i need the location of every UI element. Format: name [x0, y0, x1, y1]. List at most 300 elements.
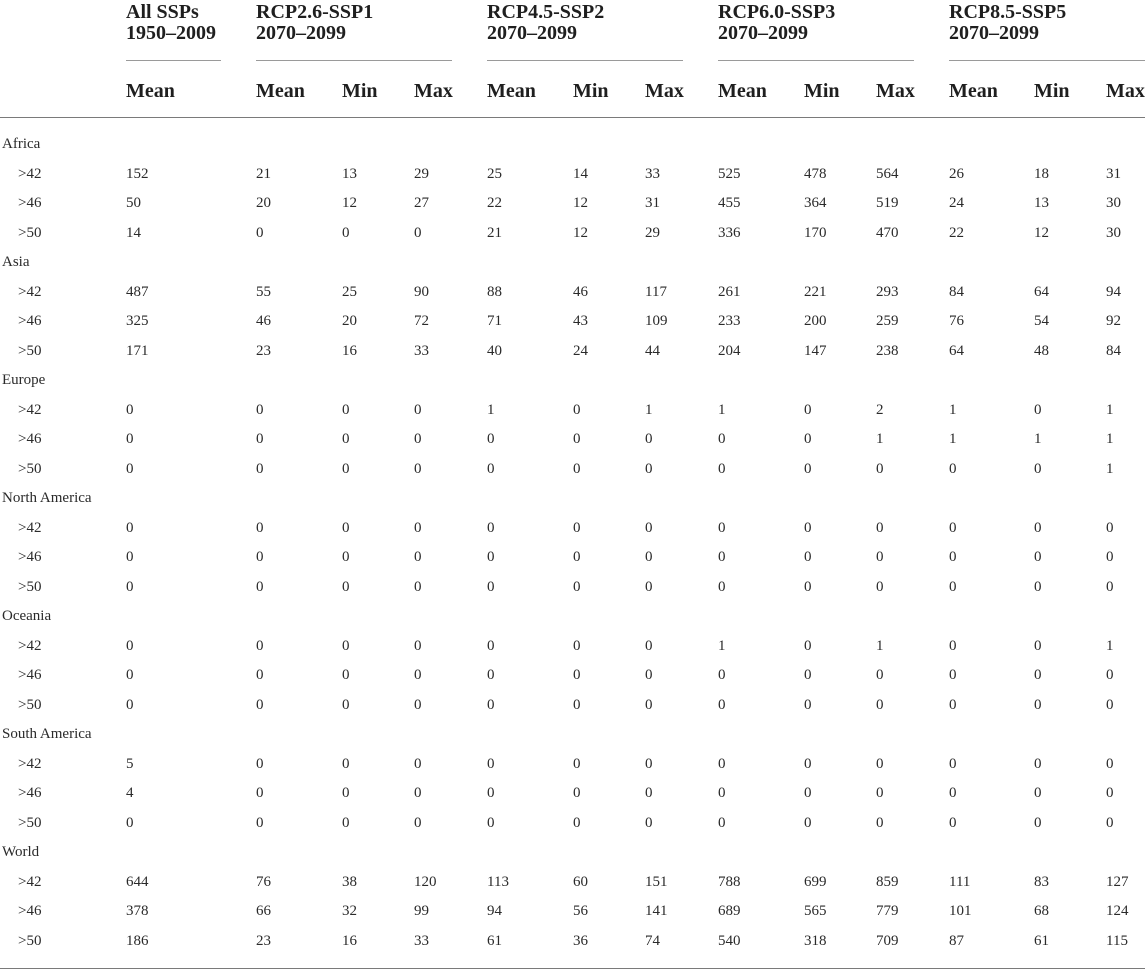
table-cell: 0: [414, 224, 422, 241]
table-cell: 0: [645, 460, 653, 477]
column-subheader: Min: [804, 80, 840, 102]
table-cell: 12: [342, 195, 357, 211]
table-cell: 0: [342, 637, 350, 654]
table-cell: 0: [342, 755, 350, 772]
table-cell: 0: [949, 519, 957, 536]
table-cell: 14: [126, 224, 141, 241]
table-cell: 0: [256, 401, 264, 418]
table-cell: 0: [126, 460, 134, 477]
table-cell: 200: [804, 313, 827, 329]
row-threshold-label: >46: [18, 549, 42, 565]
table-cell: 0: [645, 814, 653, 831]
table-cell: 0: [718, 460, 726, 477]
table-cell: 29: [414, 165, 429, 182]
table-cell: 0: [804, 696, 812, 713]
table-cell: 92: [1106, 313, 1121, 329]
table-cell: 61: [1034, 932, 1049, 949]
table-cell: 44: [645, 342, 660, 359]
table-cell: 487: [126, 283, 149, 300]
table-cell: 0: [1034, 785, 1042, 801]
table-cell: 5: [126, 755, 134, 772]
table-cell: 0: [949, 755, 957, 772]
table-cell: 0: [876, 519, 884, 536]
table-cell: 0: [949, 637, 957, 654]
table-cell: 325: [126, 313, 149, 329]
table-cell: 0: [1106, 785, 1114, 801]
table-cell: 16: [342, 932, 357, 949]
table-cell: 22: [949, 224, 964, 241]
table-cell: 0: [256, 696, 264, 713]
table-cell: 478: [804, 165, 827, 182]
row-threshold-label: >50: [18, 342, 42, 359]
table-cell: 71: [487, 313, 502, 329]
column-group-title: All SSPs: [126, 1, 199, 23]
table-cell: 1: [876, 431, 884, 447]
table-cell: 101: [949, 903, 972, 919]
table-cell: 0: [256, 519, 264, 536]
table-cell: 0: [804, 637, 812, 654]
table-cell: 259: [876, 313, 899, 329]
table-cell: 124: [1106, 903, 1129, 919]
table-cell: 0: [804, 431, 812, 447]
table-cell: 147: [804, 342, 827, 359]
table-cell: 14: [573, 165, 588, 182]
table-cell: 788: [718, 873, 741, 890]
row-threshold-label: >42: [18, 637, 42, 654]
column-subheader: Min: [1034, 80, 1070, 102]
table-cell: 0: [573, 519, 581, 536]
table-cell: 109: [645, 313, 668, 329]
table-cell: 0: [1034, 667, 1042, 683]
table-cell: 0: [487, 696, 495, 713]
table-cell: 84: [1106, 342, 1121, 359]
table-cell: 61: [487, 932, 502, 949]
table-cell: 0: [949, 814, 957, 831]
table-cell: 364: [804, 195, 827, 211]
table-cell: 0: [342, 696, 350, 713]
table-cell: 27: [414, 195, 429, 211]
column-group-period: 2070–2099: [718, 22, 808, 44]
table-cell: 152: [126, 165, 149, 182]
column-subheader: Max: [876, 80, 915, 102]
table-cell: 0: [804, 460, 812, 477]
table-cell: 0: [718, 755, 726, 772]
table-cell: 1: [718, 401, 726, 418]
table-cell: 0: [414, 814, 422, 831]
table-cell: 60: [573, 873, 588, 890]
row-threshold-label: >50: [18, 578, 42, 595]
table-cell: 0: [256, 224, 264, 241]
table-cell: 0: [1034, 755, 1042, 772]
table-cell: 0: [342, 224, 350, 241]
table-cell: 0: [414, 667, 422, 683]
table-cell: 117: [645, 283, 667, 300]
row-threshold-label: >46: [18, 785, 42, 801]
table-cell: 0: [1034, 814, 1042, 831]
table-cell: 0: [342, 460, 350, 477]
table-cell: 0: [256, 755, 264, 772]
table-cell: 0: [1106, 667, 1114, 683]
row-threshold-label: >46: [18, 903, 42, 919]
table-cell: 0: [949, 785, 957, 801]
table-cell: 151: [645, 873, 668, 890]
table-cell: 0: [414, 460, 422, 477]
table-cell: 0: [804, 519, 812, 536]
table-cell: 0: [645, 637, 653, 654]
table-cell: 233: [718, 313, 741, 329]
table-cell: 33: [414, 342, 429, 359]
table-cell: 1: [1106, 637, 1114, 654]
table-cell: 0: [342, 667, 350, 683]
table-cell: 0: [342, 549, 350, 565]
table-cell: 0: [1106, 696, 1114, 713]
table-cell: 4: [126, 785, 134, 801]
region-label: Europe: [2, 372, 46, 388]
table-cell: 24: [573, 342, 588, 359]
table-cell: 0: [1106, 578, 1114, 595]
table-cell: 0: [1034, 578, 1042, 595]
table-cell: 0: [573, 431, 581, 447]
column-subheader: Min: [573, 80, 609, 102]
table-cell: 2: [876, 401, 884, 418]
table-cell: 0: [487, 431, 495, 447]
table-cell: 0: [804, 755, 812, 772]
table-cell: 0: [1106, 549, 1114, 565]
column-subheader: Mean: [949, 80, 998, 102]
table-cell: 1: [876, 637, 884, 654]
table-cell: 1: [1106, 431, 1114, 447]
table-cell: 56: [573, 903, 588, 919]
table-cell: 0: [256, 578, 264, 595]
table-cell: 0: [645, 755, 653, 772]
table-cell: 0: [645, 431, 653, 447]
table-cell: 0: [487, 549, 495, 565]
table-cell: 0: [876, 696, 884, 713]
table-cell: 0: [573, 578, 581, 595]
row-threshold-label: >46: [18, 313, 42, 329]
table-cell: 0: [718, 785, 726, 801]
row-threshold-label: >42: [18, 873, 42, 890]
table-cell: 0: [804, 401, 812, 418]
table-cell: 31: [645, 195, 660, 211]
table-cell: 84: [949, 283, 964, 300]
table-cell: 24: [949, 195, 964, 211]
table-cell: 0: [414, 549, 422, 565]
column-subheader: Mean: [718, 80, 767, 102]
row-threshold-label: >42: [18, 283, 42, 300]
table-cell: 0: [573, 755, 581, 772]
table-cell: 221: [804, 283, 827, 300]
table-cell: 1: [645, 401, 653, 418]
row-threshold-label: >50: [18, 224, 42, 241]
table-cell: 0: [573, 460, 581, 477]
table-cell: 1: [718, 637, 726, 654]
table-cell: 72: [414, 313, 429, 329]
table-cell: 0: [1106, 755, 1114, 772]
table-cell: 0: [876, 667, 884, 683]
table-cell: 0: [949, 549, 957, 565]
table-cell: 0: [804, 578, 812, 595]
table-cell: 0: [645, 785, 653, 801]
table-cell: 0: [256, 549, 264, 565]
row-threshold-label: >46: [18, 667, 42, 683]
table-cell: 293: [876, 283, 899, 300]
table-cell: 38: [342, 873, 357, 890]
table-cell: 0: [256, 431, 264, 447]
table-cell: 0: [414, 431, 422, 447]
row-threshold-label: >50: [18, 460, 42, 477]
table-cell: 64: [949, 342, 964, 359]
table-cell: 1: [1034, 431, 1042, 447]
table-cell: 0: [414, 755, 422, 772]
table-cell: 32: [342, 903, 357, 919]
table-cell: 0: [645, 578, 653, 595]
column-subheader: Mean: [256, 80, 305, 102]
row-threshold-label: >42: [18, 401, 42, 418]
table-cell: 0: [487, 785, 495, 801]
table-cell: 0: [645, 519, 653, 536]
table-cell: 0: [487, 460, 495, 477]
table-cell: 12: [1034, 224, 1049, 241]
table-cell: 0: [718, 814, 726, 831]
table-cell: 26: [949, 165, 964, 182]
table-cell: 76: [256, 873, 271, 890]
table-cell: 0: [1106, 519, 1114, 536]
table-cell: 13: [1034, 195, 1049, 211]
table-cell: 0: [487, 814, 495, 831]
table-cell: 0: [342, 785, 350, 801]
table-cell: 336: [718, 224, 741, 241]
table-cell: 565: [804, 903, 827, 919]
column-subheader: Max: [1106, 80, 1145, 102]
table-cell: 0: [718, 431, 726, 447]
table-cell: 54: [1034, 313, 1049, 329]
table-cell: 0: [1034, 460, 1042, 477]
table-cell: 0: [876, 755, 884, 772]
table-cell: 36: [573, 932, 588, 949]
table-cell: 0: [414, 785, 422, 801]
table-cell: 0: [487, 637, 495, 654]
column-group-rule: [126, 60, 221, 61]
table-cell: 0: [645, 667, 653, 683]
table-cell: 120: [414, 873, 437, 890]
table-cell: 0: [718, 549, 726, 565]
table-cell: 64: [1034, 283, 1049, 300]
table-cell: 0: [1034, 549, 1042, 565]
table-cell: 0: [256, 637, 264, 654]
table-cell: 0: [804, 785, 812, 801]
table-cell: 779: [876, 903, 899, 919]
table-cell: 0: [876, 785, 884, 801]
row-threshold-label: >42: [18, 755, 42, 772]
table-cell: 141: [645, 903, 668, 919]
table-cell: 0: [1034, 637, 1042, 654]
column-group-rule: [949, 60, 1145, 61]
table-cell: 0: [1106, 814, 1114, 831]
table-cell: 0: [487, 578, 495, 595]
table-cell: 74: [645, 932, 660, 949]
table-cell: 0: [645, 696, 653, 713]
column-group-rule: [256, 60, 452, 61]
table-cell: 66: [256, 903, 271, 919]
column-subheader: Mean: [487, 80, 536, 102]
table-cell: 55: [256, 283, 271, 300]
table-cell: 20: [342, 313, 357, 329]
table-cell: 1: [1106, 460, 1114, 477]
table-cell: 0: [949, 667, 957, 683]
table-cell: 540: [718, 932, 741, 949]
table-cell: 0: [718, 667, 726, 683]
table-cell: 0: [645, 549, 653, 565]
table-cell: 0: [126, 549, 134, 565]
table-cell: 171: [126, 342, 149, 359]
column-subheader: Min: [342, 80, 378, 102]
table-cell: 0: [876, 549, 884, 565]
row-threshold-label: >46: [18, 431, 42, 447]
table-cell: 0: [487, 667, 495, 683]
table-cell: 16: [342, 342, 357, 359]
table-cell: 0: [126, 637, 134, 654]
table-cell: 29: [645, 224, 660, 241]
table-cell: 12: [573, 195, 588, 211]
region-label: Oceania: [2, 608, 52, 624]
row-threshold-label: >46: [18, 195, 42, 211]
table-cell: 0: [718, 696, 726, 713]
table-cell: 186: [126, 932, 149, 949]
table-cell: 0: [414, 578, 422, 595]
table-cell: 18: [1034, 165, 1049, 182]
table-cell: 0: [256, 814, 264, 831]
table-cell: 0: [342, 814, 350, 831]
region-label: South America: [2, 726, 92, 742]
table-cell: 50: [126, 195, 141, 211]
table-cell: 0: [573, 696, 581, 713]
table-cell: 88: [487, 283, 502, 300]
table-cell: 0: [126, 431, 134, 447]
region-label: Africa: [2, 136, 41, 152]
table-cell: 31: [1106, 165, 1121, 182]
table-cell: 0: [573, 814, 581, 831]
table-cell: 40: [487, 342, 502, 359]
column-group-title: RCP2.6-SSP1: [256, 1, 374, 23]
table-cell: 0: [876, 814, 884, 831]
table-cell: 378: [126, 903, 149, 919]
table-cell: 0: [573, 549, 581, 565]
table-cell: 48: [1034, 342, 1049, 359]
table-cell: 115: [1106, 932, 1128, 949]
table-cell: 470: [876, 224, 899, 241]
table-cell: 0: [256, 460, 264, 477]
table-cell: 23: [256, 932, 271, 949]
table-cell: 709: [876, 932, 899, 949]
table-cell: 0: [804, 667, 812, 683]
table-cell: 0: [414, 637, 422, 654]
table-cell: 99: [414, 903, 429, 919]
table-cell: 0: [949, 578, 957, 595]
table-cell: 0: [573, 637, 581, 654]
column-group-title: RCP8.5-SSP5: [949, 1, 1067, 23]
table-cell: 0: [804, 814, 812, 831]
table-cell: 87: [949, 932, 964, 949]
column-group-title: RCP4.5-SSP2: [487, 1, 605, 23]
table-cell: 261: [718, 283, 741, 300]
column-subheader: Max: [414, 80, 453, 102]
table-cell: 21: [256, 165, 271, 182]
table-cell: 0: [414, 696, 422, 713]
table-cell: 0: [342, 519, 350, 536]
table-cell: 12: [573, 224, 588, 241]
table-cell: 113: [487, 873, 509, 890]
table-cell: 455: [718, 195, 741, 211]
table-cell: 0: [573, 785, 581, 801]
table-cell: 30: [1106, 224, 1121, 241]
table-cell: 0: [126, 667, 134, 683]
table-cell: 689: [718, 903, 741, 919]
row-threshold-label: >42: [18, 519, 42, 536]
table-cell: 94: [487, 903, 502, 919]
table-cell: 46: [256, 313, 271, 329]
table-cell: 25: [342, 283, 357, 300]
column-subheader: Max: [645, 80, 684, 102]
table-cell: 33: [645, 165, 660, 182]
table-cell: 318: [804, 932, 827, 949]
table-cell: 204: [718, 342, 741, 359]
table-cell: 127: [1106, 873, 1129, 890]
table-cell: 0: [126, 519, 134, 536]
table-cell: 0: [126, 814, 134, 831]
region-label: Asia: [2, 254, 30, 270]
table-cell: 564: [876, 165, 899, 182]
column-group-period: 2070–2099: [487, 22, 577, 44]
table-cell: 0: [876, 460, 884, 477]
table-cell: 0: [804, 549, 812, 565]
table-cell: 1: [949, 431, 957, 447]
header-bottom-rule: [0, 117, 1145, 118]
table-cell: 0: [342, 401, 350, 418]
table-cell: 0: [949, 460, 957, 477]
column-group-rule: [718, 60, 914, 61]
row-threshold-label: >42: [18, 165, 42, 182]
table-cell: 0: [256, 667, 264, 683]
column-group-rule: [487, 60, 683, 61]
table-cell: 21: [487, 224, 502, 241]
row-threshold-label: >50: [18, 932, 42, 949]
table-cell: 0: [1034, 401, 1042, 418]
table-cell: 0: [1034, 519, 1042, 536]
region-label: World: [2, 844, 40, 860]
column-group-period: 2070–2099: [949, 22, 1039, 44]
table-cell: 525: [718, 165, 741, 182]
table-cell: 0: [949, 696, 957, 713]
table-cell: 94: [1106, 283, 1121, 300]
table-cell: 13: [342, 165, 357, 182]
table-cell: 20: [256, 195, 271, 211]
table-cell: 0: [256, 785, 264, 801]
column-group-title: RCP6.0-SSP3: [718, 1, 836, 23]
row-threshold-label: >50: [18, 696, 42, 713]
table-cell: 68: [1034, 903, 1049, 919]
table-bottom-rule: [0, 968, 1145, 969]
table-cell: 170: [804, 224, 827, 241]
table-cell: 46: [573, 283, 588, 300]
table-cell: 519: [876, 195, 899, 211]
table-cell: 238: [876, 342, 899, 359]
table-cell: 0: [718, 519, 726, 536]
table-cell: 0: [414, 401, 422, 418]
table-cell: 111: [949, 873, 971, 890]
table-cell: 33: [414, 932, 429, 949]
table-cell: 23: [256, 342, 271, 359]
